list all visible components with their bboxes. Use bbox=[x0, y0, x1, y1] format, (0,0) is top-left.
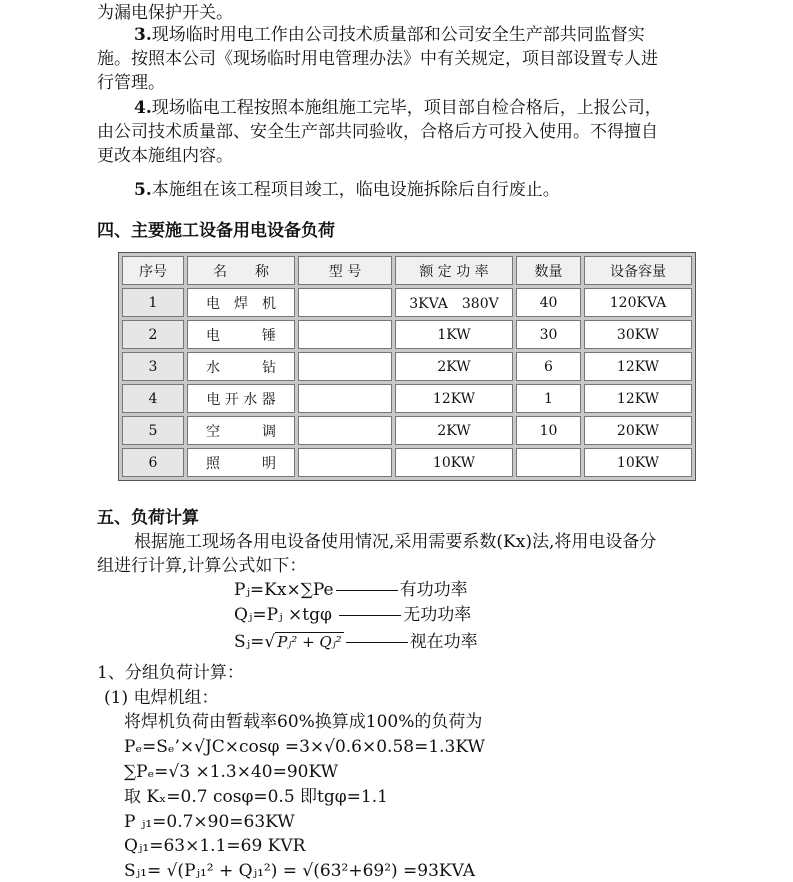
table-cell bbox=[298, 448, 392, 477]
sqrt-symbol: √ bbox=[264, 632, 276, 652]
table-cell: 1 bbox=[516, 384, 581, 413]
table-header-row bbox=[122, 256, 692, 285]
table-cell: 12KW bbox=[584, 384, 692, 413]
table-cell: 电 开 水 器 bbox=[187, 384, 295, 413]
table-row bbox=[122, 320, 692, 349]
paragraph-5 bbox=[134, 179, 560, 201]
calc-line: Sⱼ₁= √(Pⱼ₁² + Qⱼ₁²) = √(63²+69²) =93KVA bbox=[124, 861, 476, 881]
table-cell: 6 bbox=[122, 448, 184, 477]
table-cell: 4 bbox=[122, 384, 184, 413]
formula-expr: Pⱼ=Kx×∑Pe bbox=[234, 580, 334, 600]
table-cell: 12KW bbox=[395, 384, 513, 413]
text-line: 行管理。 bbox=[97, 73, 165, 93]
section-heading: 四、主要施工设备用电设备负荷 bbox=[97, 221, 335, 241]
calc-line: P ⱼ₁=0.7×90=63KW bbox=[124, 812, 295, 832]
table-cell: 20KW bbox=[584, 416, 692, 445]
text-line: 更改本施组内容。 bbox=[97, 146, 233, 166]
item-number: 4. bbox=[134, 98, 152, 118]
table-cell: 2 bbox=[122, 320, 184, 349]
table-row bbox=[122, 416, 692, 445]
header-cell: 数量 bbox=[516, 256, 581, 285]
table-cell: 5 bbox=[122, 416, 184, 445]
formula-expr: Sⱼ= bbox=[234, 632, 265, 652]
radicand: Pⱼ² + Qⱼ² bbox=[277, 633, 342, 651]
table-cell bbox=[298, 320, 392, 349]
formula-expr: Qⱼ=Pⱼ ×tgφ bbox=[234, 605, 332, 625]
header-cell: 额 定 功 率 bbox=[395, 256, 513, 285]
table-cell: 12KW bbox=[584, 352, 692, 381]
formula-apparent-power bbox=[234, 631, 478, 653]
text-span: 本施组在该工程项目竣工，临电设施拆除后自行废止。 bbox=[151, 180, 560, 200]
text-span: 现场临电工程按照本施组施工完毕，项目部自检合格后，上报公司， bbox=[151, 98, 662, 118]
table-cell: 10KW bbox=[584, 448, 692, 477]
calc-line: Pₑ=Sₑ’×√JC×cosφ =3×√0.6×0.58=1.3KW bbox=[124, 737, 485, 757]
equipment-table bbox=[118, 252, 696, 481]
subheading: (1) 电焊机组： bbox=[104, 688, 219, 708]
table-cell: 3 bbox=[122, 352, 184, 381]
table-cell bbox=[298, 384, 392, 413]
formula-label: 视在功率 bbox=[409, 632, 478, 652]
calc-line: ∑Pₑ=√3 ×1.3×40=90KW bbox=[124, 762, 339, 782]
table-cell: 10 bbox=[516, 416, 581, 445]
text-line: 将焊机负荷由暂载率60%换算成100%的负荷为 bbox=[124, 712, 483, 732]
table-cell: 空 调 bbox=[187, 416, 295, 445]
subheading: 1、分组负荷计算： bbox=[97, 663, 244, 683]
dash-line bbox=[339, 615, 401, 616]
table-cell: 2KW bbox=[395, 352, 513, 381]
section-heading: 五、负荷计算 bbox=[97, 508, 199, 528]
item-number: 3. bbox=[134, 25, 152, 45]
text-line: 为漏电保护开关。 bbox=[97, 3, 233, 23]
text-line: 组进行计算,计算公式如下： bbox=[97, 556, 307, 576]
table-cell: 40 bbox=[516, 288, 581, 317]
text-span: 现场临时用电工作由公司技术质量部和公司安全生产部共同监督实 bbox=[151, 25, 645, 45]
table-cell bbox=[298, 352, 392, 381]
item-number: 5. bbox=[134, 180, 152, 200]
calc-line: 取 Kₓ=0.7 cosφ=0.5 即tgφ=1.1 bbox=[124, 787, 388, 807]
table-cell bbox=[298, 416, 392, 445]
table-cell: 3KVA 380V bbox=[395, 288, 513, 317]
text-line: 由公司技术质量部、安全生产部共同验收，合格后方可投入使用。不得擅自 bbox=[97, 122, 658, 142]
formula-reactive-power bbox=[234, 604, 471, 626]
dash-line bbox=[336, 590, 398, 591]
calc-line: Qⱼ₁=63×1.1=69 KVR bbox=[124, 836, 306, 856]
table-cell: 120KVA bbox=[584, 288, 692, 317]
table-row bbox=[122, 352, 692, 381]
paragraph-3 bbox=[134, 24, 645, 46]
table-cell: 10KW bbox=[395, 448, 513, 477]
table-row bbox=[122, 384, 692, 413]
table-cell: 1 bbox=[122, 288, 184, 317]
table-cell: 电 锤 bbox=[187, 320, 295, 349]
table-cell: 2KW bbox=[395, 416, 513, 445]
header-cell: 设备容量 bbox=[584, 256, 692, 285]
formula-active-power bbox=[234, 579, 468, 601]
header-cell: 型 号 bbox=[298, 256, 392, 285]
formula-label: 有功功率 bbox=[399, 580, 468, 600]
table-cell: 照 明 bbox=[187, 448, 295, 477]
table-cell bbox=[516, 448, 581, 477]
text-line: 施。按照本公司《现场临时用电管理办法》中有关规定，项目部设置专人进 bbox=[97, 49, 658, 69]
table-cell: 水 钻 bbox=[187, 352, 295, 381]
table-cell bbox=[298, 288, 392, 317]
table-cell: 1KW bbox=[395, 320, 513, 349]
dash-line bbox=[346, 642, 408, 643]
paragraph-4 bbox=[134, 97, 662, 119]
header-cell: 序号 bbox=[122, 256, 184, 285]
text-line: 根据施工现场各用电设备使用情况,采用需要系数(Kx)法,将用电设备分 bbox=[134, 532, 657, 552]
header-cell: 名 称 bbox=[187, 256, 295, 285]
table-cell: 电 焊 机 bbox=[187, 288, 295, 317]
table-cell: 30KW bbox=[584, 320, 692, 349]
table-row bbox=[122, 448, 692, 477]
table-cell: 30 bbox=[516, 320, 581, 349]
table-row bbox=[122, 288, 692, 317]
table-cell: 6 bbox=[516, 352, 581, 381]
formula-label: 无功功率 bbox=[403, 605, 472, 625]
